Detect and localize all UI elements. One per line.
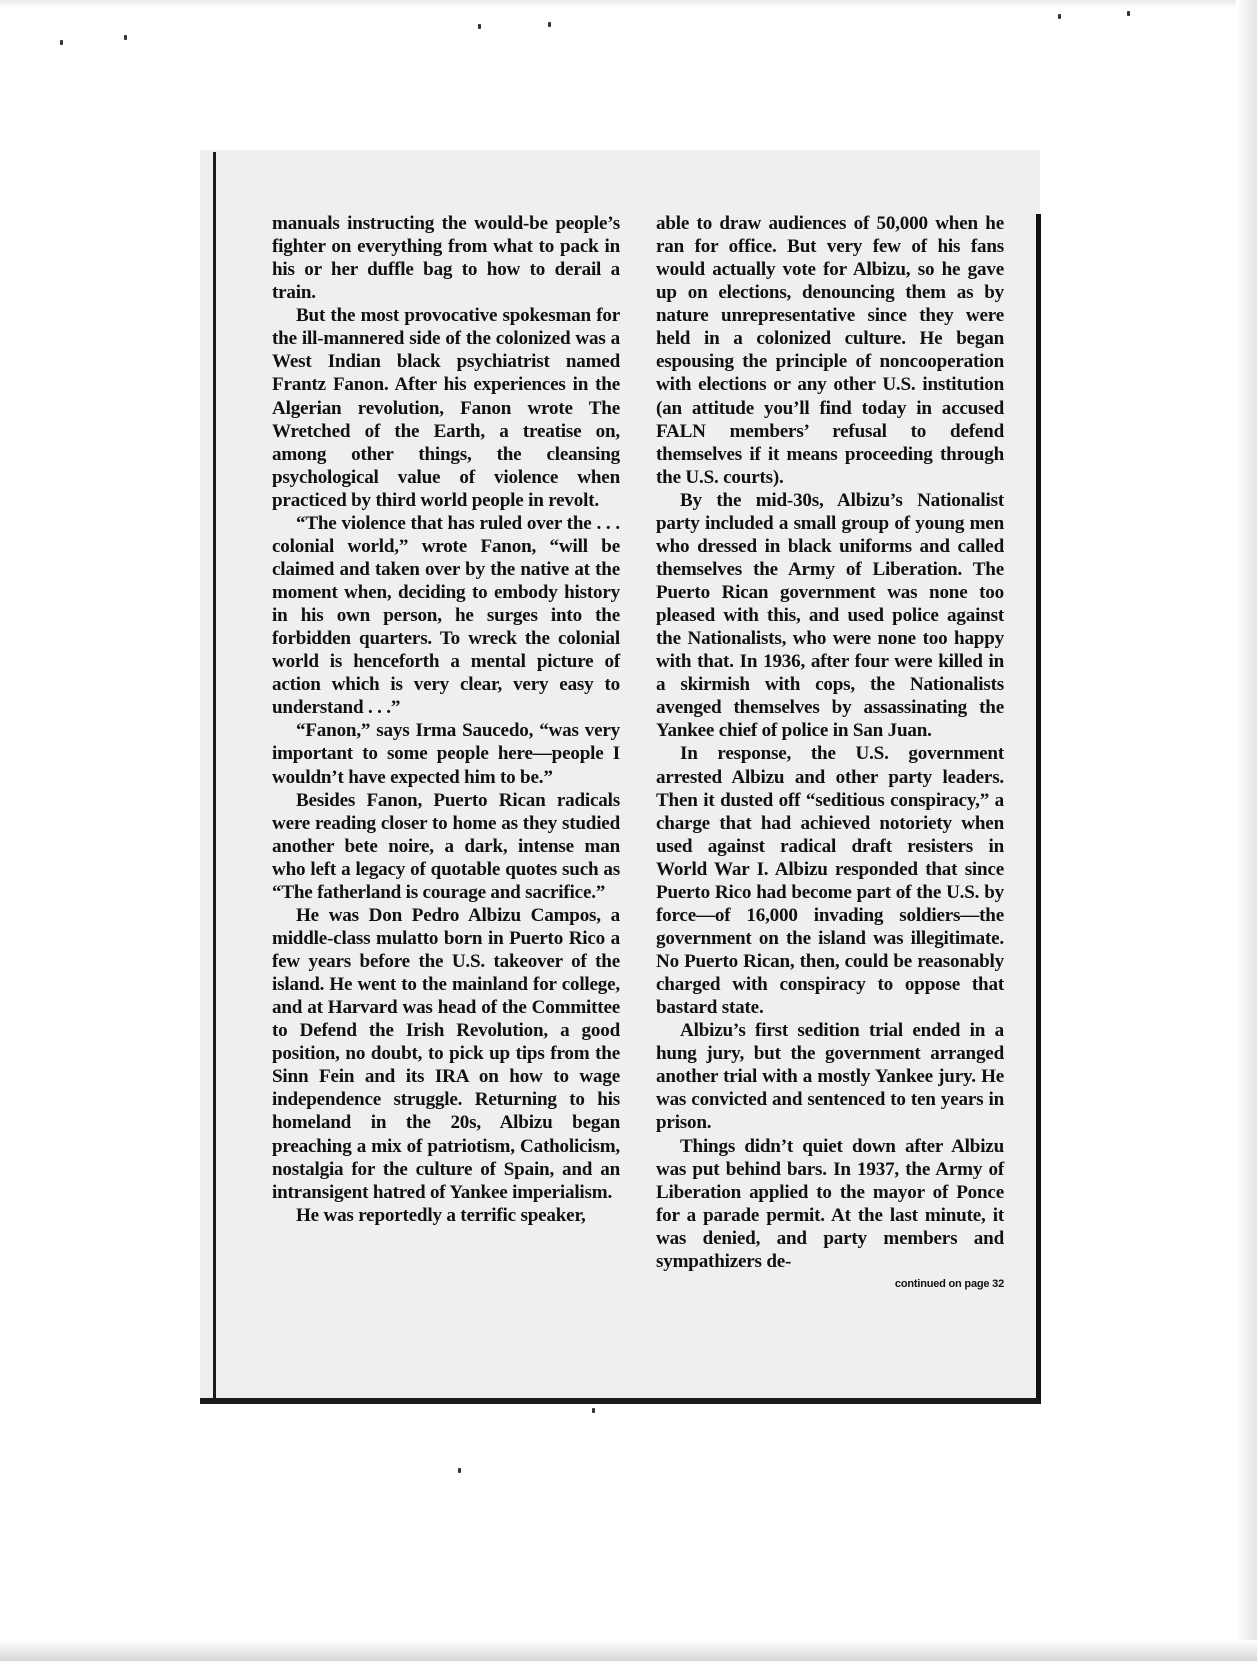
continued-note: continued on page 32 <box>894 1277 1004 1290</box>
article-left-column <box>272 212 620 1227</box>
clipping-left-edge <box>213 152 216 1400</box>
scan-speck <box>124 35 127 40</box>
page-right-shadow <box>1236 0 1257 1661</box>
paragraph: “Fanon,” says Irma Saucedo, “was very important to some people here—people I wouldn’t have expected him to be.” <box>272 720 620 788</box>
scan-speck <box>458 1468 461 1473</box>
scan-speck <box>548 22 551 27</box>
paragraph: Besides Fanon, Puerto Rican radicals were reading closer to home as they studied another bete noire, a dark, intense man who left a legacy of quotable quotes such as “The fatherland is courage and sacrifice.” <box>272 789 620 903</box>
page-bottom-edge <box>0 1640 1257 1661</box>
page-top-edge <box>0 0 1257 8</box>
scan-speck <box>478 24 481 29</box>
paragraph: able to draw audiences of 50,000 when he ran for office. But very few of his fans would actually vote for Albizu, so he gave up on elections, denouncing them as by nature unrepresentative since they were held in a colonized culture. He began espousing the principle of noncooperation with elections or any other U.S. institution (an attitude you’ll find today in accused FALN members’ refusal to defend themselves if it means proceeding through the U.S. courts). <box>656 213 1004 488</box>
paragraph: “The violence that has ruled over the . . . colonial world,” wrote Fanon, “will be claimed and taken over by the native at the moment when, deciding to embody history in his own person, he surges into the forbidden quarters. To wreck the colonial world is henceforth a mental picture of action which is very clear, very easy to understand . . .” <box>272 512 620 719</box>
paragraph: By the mid-30s, Albizu’s Nationalist party included a small group of young men who dressed in black uniforms and called themselves the Army of Liberation. The Puerto Rican government was none too pleased with this, and used police against the Nationalists, who were none too happy with that. In 1936, after four were killed in a skirmish with cops, the Nationalists avenged themselves by assassinating the Yankee chief of police in San Juan. <box>656 489 1004 742</box>
scan-speck <box>592 1408 595 1413</box>
paragraph: Things didn’t quiet down after Albizu was put behind bars. In 1937, the Army of Liberation applied to the mayor of Ponce for a parade permit. At the last minute, it was denied, and party members and sympathizers de- <box>656 1135 1004 1272</box>
clipping-bottom-edge <box>200 1398 1040 1404</box>
scan-speck <box>60 40 63 45</box>
paragraph: In response, the U.S. government arrested Albizu and other party leaders. Then it dusted off “seditious conspiracy,” a charge that had achieved notoriety when used against radical draft resisters in World War I. Albizu responded that since Puerto Rico had become part of the U.S. by force—of 16,000 invading soldiers—the government on the island was illegitimate. No Puerto Rican, then, could be reasonably charged with conspiracy to oppose that bastard state. <box>656 743 1004 1019</box>
paragraph: He was reportedly a terrific speaker, <box>296 1204 586 1226</box>
paragraph: But the most provocative spokesman for the ill-mannered side of the colonized was a West Indian black psychiatrist named Frantz Fanon. After his experiences in the Algerian revolution, Fanon wrote The Wretched of the Earth, a treatise on, among other things, the cleansing psychological value of violence when practiced by third world people in revolt. <box>272 305 620 511</box>
paragraph: manuals instructing the would-be people’s fighter on everything from what to pack in his or her duffle bag to how to derail a train. <box>272 213 620 304</box>
paragraph: Albizu’s first sedition trial ended in a hung jury, but the government arranged another trial with a mostly Yankee jury. He was convicted and sentenced to ten years in prison. <box>656 1020 1004 1134</box>
scan-speck <box>1058 14 1061 19</box>
paragraph: He was Don Pedro Albizu Campos, a middle-class mulatto born in Puerto Rico a few years before the U.S. takeover of the island. He went to the mainland for college, and at Harvard was head of the Committee to Defend the Irish Revolution, a good position, no doubt, to pick up tips from the Sinn Fein and its IRA on how to wage independence struggle. Returning to his homeland in the 20s, Albizu began preaching a mix of patriotism, Catholicism, nostalgia for the culture of Spain, and an intransigent hatred of Yankee imperialism. <box>272 904 620 1203</box>
scan-speck <box>1127 11 1130 16</box>
clipping-right-rule <box>1036 214 1041 1404</box>
article-right-column <box>656 212 1004 1296</box>
